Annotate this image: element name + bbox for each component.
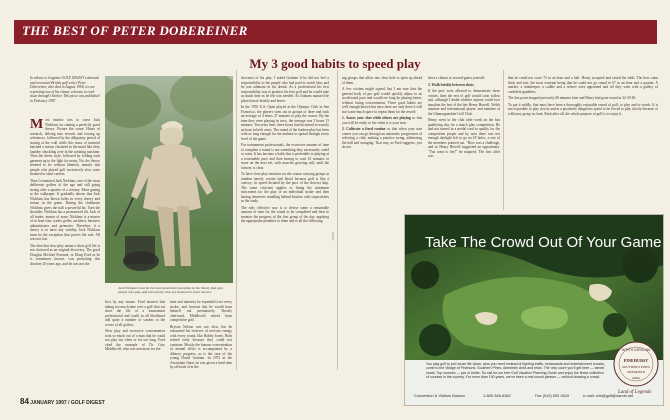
ad-headline: Take The Crowd Out Of Your Game (425, 234, 662, 251)
paragraph: To put it mildly, that must have been a thoroughly enjoyable round of golf, to play and to watch. It is not exposable to play slowly and at a positively dangerous speed to be forced to play slowly because of a dilatory group in front. Rush after all, the whole purpose of golf is to enjoy it. (508, 102, 658, 116)
tip-heading: 3. Walk briskly between shots. (428, 82, 475, 87)
article-headline: My 3 good habits to speed play (249, 56, 421, 71)
paragraph: For tournament professionals, the excessive amount of time to complete a round is not something they necessarily could or want. It has become a habit that is preferable to playing at a reasonable pace and then having to wait 10 minutes or more on the next tee, with muscles growing stiff, until the fairway is clear. (241, 143, 329, 170)
ad-body-text: You play golf to put house life down, slow you need instead of fighting traffic, restaurants and entertainment crowds, come to the Village of Pinehurst, Southern Pines, Aberdeen Area and relax. The only score you'll get here — tamed roads. Top courses — par or birdie. So call for our free Golf Vacation Planning Guide and enjoy the finest collection of courses in the country. For more than 100 years, we've been a real crowd pleaser — without drawing a crowd. (426, 362, 605, 379)
paragraph: Slow play and excessive concentration took so much out of a man that he could not play too often or for too long. Ford cited the example of Dr. Cary Middlecoff, who was notorious for the (105, 329, 165, 351)
paragraph: In the 1955 U.S. Open played at the Olympic Club in San Francisco, the players went out in groups of three and took an average of 4 hours 27 minutes to play the course. By the time they were playing in twos, the average was 5 hours 15 minutes. Ten years later, three hours had increased to exactly an hour in both cases. The round of the leaders-play has been with us long enough for the malaise to spread through every level of the game. (241, 105, 329, 141)
svg-text:NORTH CAROLINA: NORTH CAROLINA (621, 348, 651, 352)
svg-text:AREA: AREA (631, 376, 641, 380)
section-title: THE BEST OF PETER DOBEREINER (22, 23, 248, 38)
paragraph: A few victims might squeal, but I am sure that the general body of pro golf would quickly adjust to an accelerated pace and would ere long be playing better, without losing concentration. Three good habits are well enough known but once there are only three it will not waste much space to repeat them for the record: (342, 87, 422, 114)
ad-email-link[interactable]: e-mail: cvb@golf@nando.net (583, 393, 634, 398)
article-intro: In tribute to longtime GOLF DIGEST columnist and renowned British golf writer Peter Dobereiner, who died in August 1996, we are reprinting one of his classic columns in each issue through October. This piece was published in February 1987. (30, 76, 100, 103)
column-divider (337, 70, 338, 370)
article-column-3 (241, 76, 329, 226)
column-divider (503, 70, 504, 210)
svg-text:ABERDEEN: ABERDEEN (626, 370, 646, 374)
tip-heading: 2. Cultivate a fixed routine (342, 127, 386, 131)
paragraph: Bryson Nelson was not slow, but he exhausted his reserves of nervous energy with every round, like Bobby Jones. Both retired early because they could not continue. Mostly the famous concentration of mental effort is accompanied by a dilatory progress, as is the case of the young David Graham. In 1972 at the Australian Open, he was given a hard time by officials over the (170, 324, 232, 369)
photo-caption: Jack Nicklaus must be the most prominent exception to the theory that says people who play golf excessively slow are doomed to short careers. (118, 286, 224, 295)
pinehurst-advertisement[interactable] (404, 214, 664, 406)
svg-text:SOUTHERN PINES: SOUTHERN PINES (621, 365, 651, 369)
page-number: 84 (20, 397, 29, 406)
page-folio (20, 397, 105, 406)
paragraph: ing groups that allow one clear hole to open up ahead of them. (342, 76, 422, 85)
drop-cap: M (30, 117, 44, 132)
paragraph: so that when your turn comes you can go through an automatic progression of selecting a club, making a practice swing, addressing the ball and swinging. That way, as Ford suggests, you do not (342, 127, 422, 149)
article-column-6 (508, 76, 658, 118)
paragraph: If the pros were allowed to demonstrate these virtues, then the rest of golf would soon follow suit, although I doubt whether anyone could ever simulate the feat of the late Henry Howell, Welsh amateur and international player, and member of the Glamorganshire Golf Club. (428, 89, 500, 116)
article-column-5 (428, 76, 500, 161)
issue-line: JANUARY 1997 / GOLF DIGEST (30, 400, 105, 406)
svg-text:PINEHURST: PINEHURST (623, 358, 649, 363)
side-code: ##### (331, 232, 335, 241)
paragraph: To have slow-play monitors on the course carrying groups at random merely creates bad blood because golf is like a convoy; its speed dictated by the pace of the slowest ship. The same criticism applies to fining the minimum miscreants for the play of an individual stroke and then having observers trundling behind brushes with stopwatches as the study. (241, 172, 329, 203)
paragraph: first by any means. Ford insisted that taking too much time over a golf shot cut short the life of a tournament professional and could in all likelihood add quite a number of strokes to the scores of all golfers. (105, 300, 165, 327)
pinehurst-seal-logo (612, 340, 660, 390)
paragraph: slowness of his play. I asked Graham if he did not feel a responsibility to the people who had paid to watch him, and he was adamant in his denial. As a professional his first responsibility was to produce his best golf and he would take as much time as he felt was needed. As Graham matured he played more briskly and better. (241, 76, 329, 103)
column-divider (236, 70, 237, 370)
paragraph: Henry went to the club after work on the last qualifying day for a match play competition. He had not turned in a medal card to qualify for the competition proper and by now there was not enough daylight left to go an 18 holes, a one of the members pointed out. "How was a challenge, and so Henry Howell suggested an opportunity. "You want to bet?" he inquired. The first offer was (428, 118, 500, 158)
ad-tagline: Land of Legends (618, 390, 652, 395)
nicklaus-photo (105, 76, 233, 283)
paragraph: The last point dropped precisely 68 minutes later and Henry had gone round in 32-33-65. (508, 96, 637, 100)
paragraph: The only effective way is to devise some a reasonable amount of time for the round to be completed and then to monitor the progress of the first group of the day, applying the appropriate penalties to them and to all the following (241, 205, 329, 223)
paragraph: ost instinct was to curse Jack Nicklaus for ruining a perfectly good theory. Picture the scene. Hours of research, delving into records and tossing up references, followed by the obligatory period of staring at the wall while this mass of material hatched a notion clustered in the mind like dirty laundry chuckling over in the washing machine. Then the thesis style, followed by folding each garment up to the light for many. No, the theory seemed to be without blemish, namely that people who played golf excessively slow were doomed to short careers. (30, 118, 100, 176)
article-column-4 (342, 76, 422, 152)
paragraph: time and intensity he expended over every stroke, and forecast that he would burn himself out prematurely. Shortly afterward, Middlecoff retired from competitive golf. (170, 300, 232, 322)
article-column-1 (30, 118, 100, 268)
ad-fax: Fax (910) 692-2619 (535, 393, 570, 398)
paragraph: Then I examined Jack Nicklaus, one of the most deliberate golfers of the age and still going strong after a quarter of a century. More gazing at the wallpaper. It gradually dawns that Jack Nicklaus has blown holes in every theory and truism in the game. During the clubhouse Nicklaus gives the ball a powerful hit. Turn the shoulder, Nicklaus has a pronounced tilt. Jack of all trades, master of none; Nicklaus is a master of at least four: trades golfer, architect, business administrator and promoter. Therefore, it a theory is to have any validity, Jack Nicklaus must be the exception that proves the rule. All was not lost. (30, 178, 100, 241)
paragraph: so that you will be ready to fire when it is your turn. (342, 116, 422, 125)
ad-bureau-name: Convention & Visitors Bureau (414, 393, 465, 398)
article-column-2a (105, 300, 165, 354)
article-column-2b (170, 300, 232, 372)
ad-phone[interactable]: 1-800-346-5362 (483, 393, 511, 398)
paragraph: The idea that slow play meant a short golf life is not clustered as an original discovery. The good Douglas Michael Ferrante, or Doug Ford as he is sometimes known, was preaching this doctrine 20 years ago, and he was not the (30, 243, 100, 266)
paragraph: have a chance to second-guess yourself. (428, 76, 486, 80)
paragraph: that he could not score 72 in an hour and a half. Henry accepted and raised the odds. The bets came thick and fast, the most extreme being that he could not go round in 67 in an hour and a quarter. A marker, a timekeeper, a caddie and a referee were appointed and off they went with a gallery of confident gamblers. (508, 76, 658, 94)
tip-heading: 1. Assess your shot while others are playing (342, 116, 411, 120)
